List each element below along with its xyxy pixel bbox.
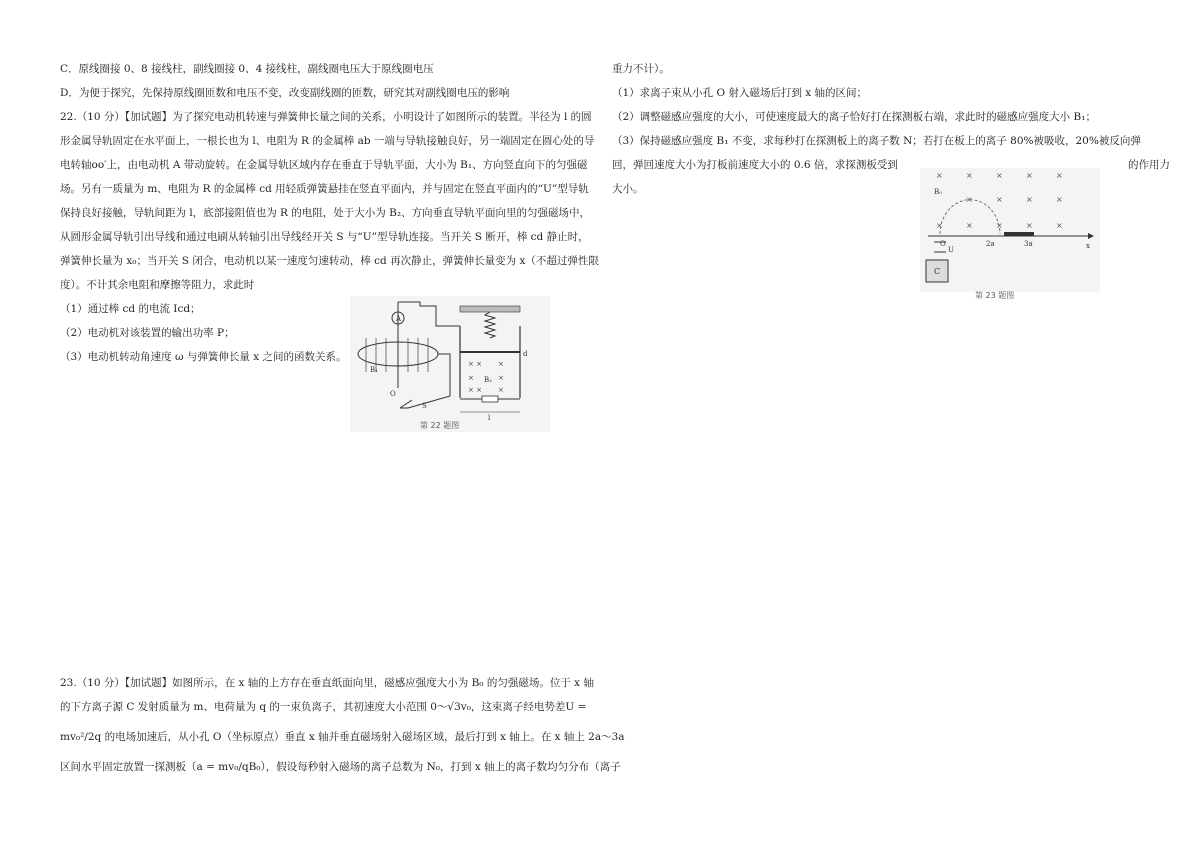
figure-23 xyxy=(920,168,1100,292)
svg-text:×: × xyxy=(498,386,504,394)
svg-text:×: × xyxy=(1026,171,1033,180)
q23-sub-3-end: 大小。 xyxy=(612,183,644,195)
q22-line: 弹簧伸长量为 x₀；当开关 S 闭合，电动机以某一速度匀速转动，棒 cd 再次静止，弹簧伸长量变为 x（不超过弹性限 xyxy=(60,255,599,267)
fig22-label-b1: B₁ xyxy=(370,366,378,374)
svg-text:×: × xyxy=(498,374,504,382)
option-c: C．原线圈接 0、8 接线柱，副线圈接 0、4 接线柱，副线圈电压大于原线圈电压 xyxy=(60,63,434,75)
fig22-label-s: S xyxy=(422,402,427,410)
svg-text:× ×: × × xyxy=(468,360,482,368)
fig22-label-a: A xyxy=(396,315,402,323)
q22-line: 形金属导轨固定在水平面上，一根长也为 l、电阻为 R 的金属棒 ab 一端与导轨接触良好，另一端固定在圆心处的导 xyxy=(60,135,595,147)
option-d: D．为便于探究，先保持原线圈匝数和电压不变，改变副线圈的匝数，研究其对副线圈电压的影响 xyxy=(60,87,510,99)
svg-text:×: × xyxy=(1056,221,1063,230)
fig23-label-2a: 2a xyxy=(986,240,995,248)
q22-sub-2: （2）电动机对该装置的输出功率 P； xyxy=(60,327,235,339)
svg-text:×: × xyxy=(1056,171,1063,180)
svg-text:×: × xyxy=(996,195,1003,204)
q23-sub-1: （1）求离子束从小孔 O 射入磁场后打到 x 轴的区间； xyxy=(612,87,868,99)
svg-text:×: × xyxy=(1026,221,1033,230)
fig23-label-o: O xyxy=(940,240,946,248)
q23-sub-3-tail: 的作用力 xyxy=(1128,159,1170,171)
fig22-caption: 第 22 题图 xyxy=(420,421,460,430)
svg-text:× ×: × × xyxy=(468,386,482,394)
q22-line: 场。另有一质量为 m、电阻为 R 的金属棒 cd 用轻质弹簧悬挂在竖直平面内，并与固定在竖直平面内的“U”型导轨 xyxy=(60,183,589,195)
q23-line: 23.（10 分）【加试题】如图所示，在 x 轴的上方存在垂直纸面向里，磁感应强度大小为 B₀ 的匀强磁场。位于 x 轴 xyxy=(60,677,594,689)
fig23-label-3a: 3a xyxy=(1024,240,1033,248)
svg-text:×: × xyxy=(966,171,973,180)
fig23-label-c: C xyxy=(934,267,941,276)
fig22-label-b2: B₂ xyxy=(484,376,492,384)
q22-line: 从圆形金属导轨引出导线和通过电刷从转轴引出导线经开关 S 与“U”型导轨连接。当开关 S 断开，棒 cd 静止时， xyxy=(60,231,589,243)
q23-cont-line: 重力不计）。 xyxy=(612,63,670,75)
svg-text:×: × xyxy=(966,221,973,230)
fig23-caption: 第 23 题图 xyxy=(975,291,1015,300)
fig23-label-b0: B₀ xyxy=(934,188,942,196)
svg-text:×: × xyxy=(1026,195,1033,204)
q22-line: 度）。不计其余电阻和摩擦等阻力，求此时 xyxy=(60,279,255,291)
fig22-label-l: l xyxy=(488,414,491,422)
svg-text:×: × xyxy=(1056,195,1063,204)
q22-sub-1: （1）通过棒 cd 的电流 Icd； xyxy=(60,303,201,315)
fig23-label-x: x xyxy=(1086,242,1090,250)
q23-line: mv₀²/2q 的电场加速后，从小孔 O（坐标原点）垂直 x 轴并垂直磁场射入磁场区域，最后打到 x 轴上。在 x 轴上 2a～3a xyxy=(60,731,625,743)
q22-line: 22.（10 分）【加试题】为了探究电动机转速与弹簧伸长量之间的关系，小明设计了如图所示的装置。半径为 l 的圆 xyxy=(60,111,592,123)
svg-text:×: × xyxy=(498,360,504,368)
fig23-label-u: U xyxy=(948,246,954,254)
svg-text:×: × xyxy=(936,221,943,230)
figure-22 xyxy=(350,296,550,432)
q23-line: 区间水平固定放置一探测板（a = mv₀/qB₀），假设每秒射入磁场的离子总数为 N₀，打到 x 轴上的离子数均匀分布（离子 xyxy=(60,761,621,773)
svg-text:×: × xyxy=(966,195,973,204)
svg-text:×: × xyxy=(468,374,474,382)
fig22-label-o: O xyxy=(390,390,396,398)
q23-sub-3: （3）保持磁感应强度 B₁ 不变，求每秒打在探测板上的离子数 N；若打在板上的离子 80%被吸收，20%被反向弹 xyxy=(612,135,1141,147)
svg-text:×: × xyxy=(936,171,943,180)
fig22-label-d: d xyxy=(523,350,528,358)
svg-text:×: × xyxy=(996,221,1003,230)
q22-sub-3: （3）电动机转动角速度 ω 与弹簧伸长量 x 之间的函数关系。 xyxy=(60,351,347,363)
svg-text:×: × xyxy=(996,171,1003,180)
q23-sub-2: （2）调整磁感应强度的大小，可使速度最大的离子恰好打在探测板右端，求此时的磁感应强度大小 B₁； xyxy=(612,111,1096,123)
q23-sub-3-cont: 回，弹回速度大小为打板前速度大小的 0.6 倍，求探测板受到 xyxy=(612,159,898,171)
q23-line: 的下方离子源 C 发射质量为 m、电荷量为 q 的一束负离子，其初速度大小范围 0～√3v₀，这束离子经电势差U = xyxy=(60,701,587,713)
q22-line: 保持良好接触，导轨间距为 l，底部接阻值也为 R 的电阻，处于大小为 B₂、方向垂直导轨平面向里的匀强磁场中， xyxy=(60,207,591,219)
q22-line: 电转轴oo′上，由电动机 A 带动旋转。在金属导轨区域内存在垂直于导轨平面，大小为 B₁、方向竖直向下的匀强磁 xyxy=(60,159,588,171)
